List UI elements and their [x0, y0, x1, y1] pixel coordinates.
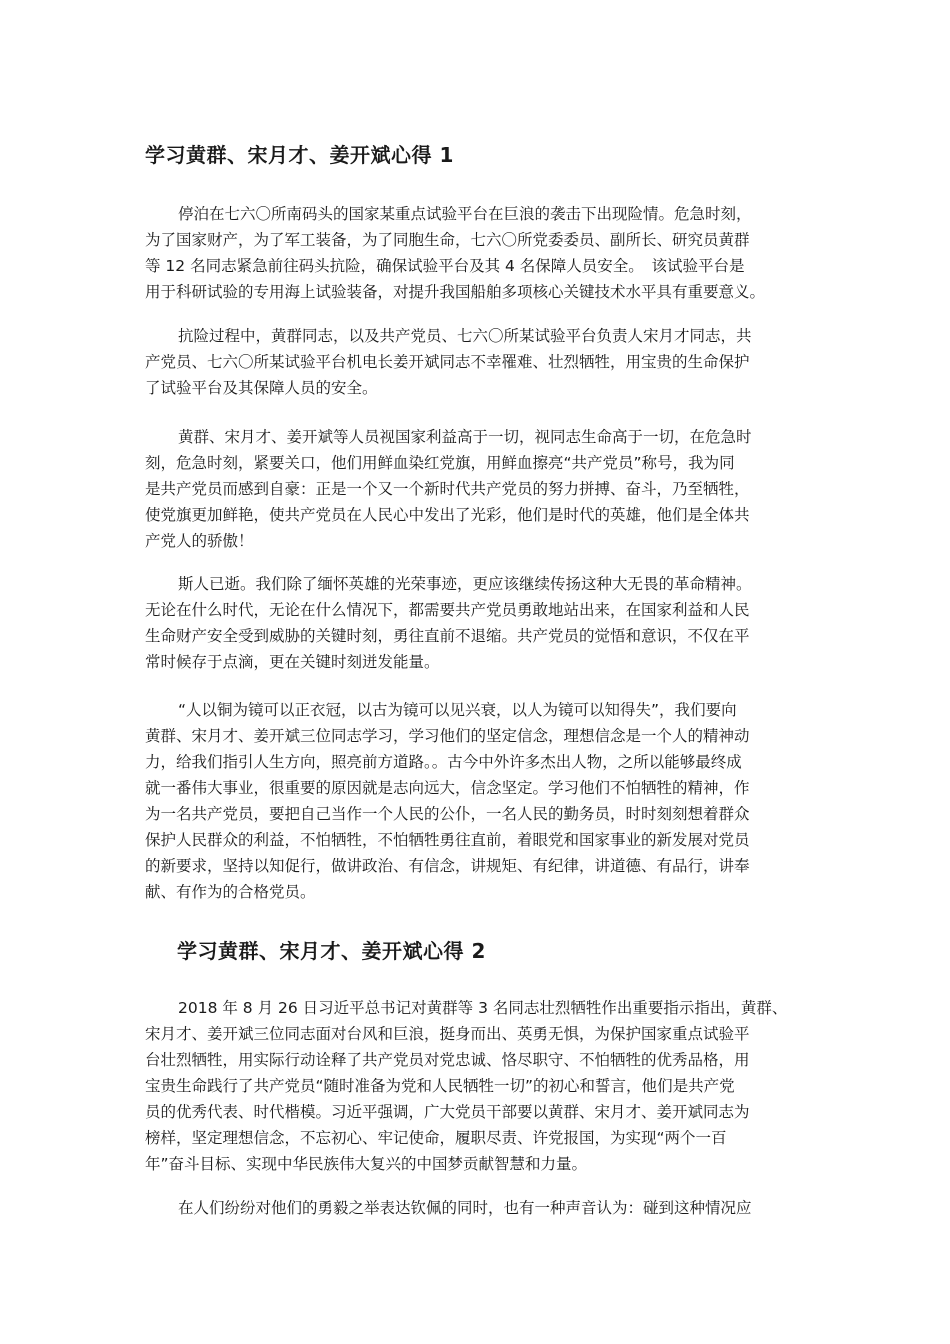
text-line: 2018 年 8 月 26 日习近平总书记对黄群等 3 名同志壮烈牺牲作出重要指示指出，黄群、 — [178, 999, 788, 1017]
text-line: “人以铜为镜可以正衣冠，以古为镜可以见兴衰，以人为镜可以知得失”，我们要向 — [178, 701, 737, 719]
section-1-paragraph-2 — [145, 323, 815, 401]
text-line: 产党人的骄傲！ — [145, 532, 254, 550]
text-line: 就一番伟大事业，很重要的原因就是志向远大，信念坚定。学习他们不怕牺牲的精神，作 — [145, 779, 750, 797]
text-line: 等 12 名同志紧急前往码头抗险，确保试验平台及其 4 名保障人员安全。 该试验平台是 — [145, 257, 745, 275]
text-line: 为一名共产党员，要把自己当作一个人民的公仆，一名人民的勤务员，时时刻刻想着群众 — [145, 805, 750, 823]
text-line: 了试验平台及其保障人员的安全。 — [145, 379, 378, 397]
text-line: 的新要求，坚持以知促行，做讲政治、有信念，讲规矩、有纪律，讲道德、有品行，讲奉 — [145, 857, 750, 875]
text-line: 斯人已逝。我们除了缅怀英雄的光荣事迹，更应该继续传扬这种大无畏的革命精神。 — [178, 575, 752, 593]
text-line: 产党员、七六〇所某试验平台机电长姜开斌同志不幸罹难、壮烈牺牲，用宝贵的生命保护 — [145, 353, 750, 371]
text-line: 黄群、宋月才、姜开斌等人员视国家利益高于一切，视同志生命高于一切，在危急时 — [178, 428, 752, 446]
text-line: 年”奋斗目标、实现中华民族伟大复兴的中国梦贡献智慧和力量。 — [145, 1155, 588, 1173]
text-line: 抗险过程中，黄群同志，以及共产党员、七六〇所某试验平台负责人宋月才同志，共 — [178, 327, 752, 345]
text-line: 使党旗更加鲜艳，使共产党员在人民心中发出了光彩，他们是时代的英雄，他们是全体共 — [145, 506, 750, 524]
text-line: 黄群、宋月才、姜开斌三位同志学习，学习他们的坚定信念，理想信念是一个人的精神动 — [145, 727, 750, 745]
text-line: 常时候存于点滴，更在关键时刻迸发能量。 — [145, 653, 440, 671]
text-line: 榜样，坚定理想信念，不忘初心、牢记使命，履职尽责、许党报国，为实现“两个一百 — [145, 1129, 727, 1147]
text-line: 保护人民群众的利益，不怕牺牲，不怕牺牲勇往直前，着眼党和国家事业的新发展对党员 — [145, 831, 750, 849]
section-1-paragraph-4 — [145, 571, 815, 675]
text-line: 献、有作为的合格党员。 — [145, 883, 316, 901]
section-1-paragraph-1 — [145, 201, 815, 305]
text-line: 力，给我们指引人生方向，照亮前方道路。。古今中外许多杰出人物，之所以能够最终成 — [145, 753, 742, 771]
text-line: 生命财产安全受到威胁的关键时刻，勇往直前不退缩。共产党员的觉悟和意识，不仅在平 — [145, 627, 750, 645]
text-line: 为了国家财产，为了军工装备，为了同胞生命，七六〇所党委委员、副所长、研究员黄群 — [145, 231, 750, 249]
section-1-title: 学习黄群、宋月才、姜开斌心得 1 — [145, 143, 454, 167]
text-line: 台壮烈牺牲，用实际行动诠释了共产党员对党忠诚、恪尽职守、不怕牺牲的优秀品格，用 — [145, 1051, 750, 1069]
text-line: 用于科研试验的专用海上试验装备，对提升我国船舶多项核心关键技术水平具有重要意义。 — [145, 283, 766, 301]
text-line: 刻，危急时刻，紧要关口，他们用鲜血染红党旗，用鲜血擦亮“共产党员”称号，我为同 — [145, 454, 735, 472]
text-line: 宋月才、姜开斌三位同志面对台风和巨浪，挺身而出、英勇无惧，为保护国家重点试验平 — [145, 1025, 750, 1043]
section-1-paragraph-3 — [145, 424, 815, 554]
text-line: 停泊在七六〇所南码头的国家某重点试验平台在巨浪的袭击下出现险情。危急时刻， — [178, 205, 752, 223]
text-line: 是共产党员而感到自豪：正是一个又一个新时代共产党员的努力拼搏、奋斗，乃至牺牲， — [145, 480, 750, 498]
section-1-paragraph-5 — [145, 697, 815, 905]
section-2-paragraph-1 — [145, 995, 815, 1177]
section-2-paragraph-2 — [145, 1195, 815, 1221]
text-line: 宝贵生命践行了共产党员“随时准备为党和人民牺牲一切”的初心和誓言，他们是共产党 — [145, 1077, 735, 1095]
text-line: 员的优秀代表、时代楷模。习近平强调，广大党员干部要以黄群、宋月才、姜开斌同志为 — [145, 1103, 750, 1121]
text-line: 在人们纷纷对他们的勇毅之举表达钦佩的同时，也有一种声音认为：碰到这种情况应 — [178, 1199, 752, 1217]
section-2-title: 学习黄群、宋月才、姜开斌心得 2 — [177, 939, 486, 963]
text-line: 无论在什么时代，无论在什么情况下，都需要共产党员勇敢地站出来，在国家利益和人民 — [145, 601, 750, 619]
